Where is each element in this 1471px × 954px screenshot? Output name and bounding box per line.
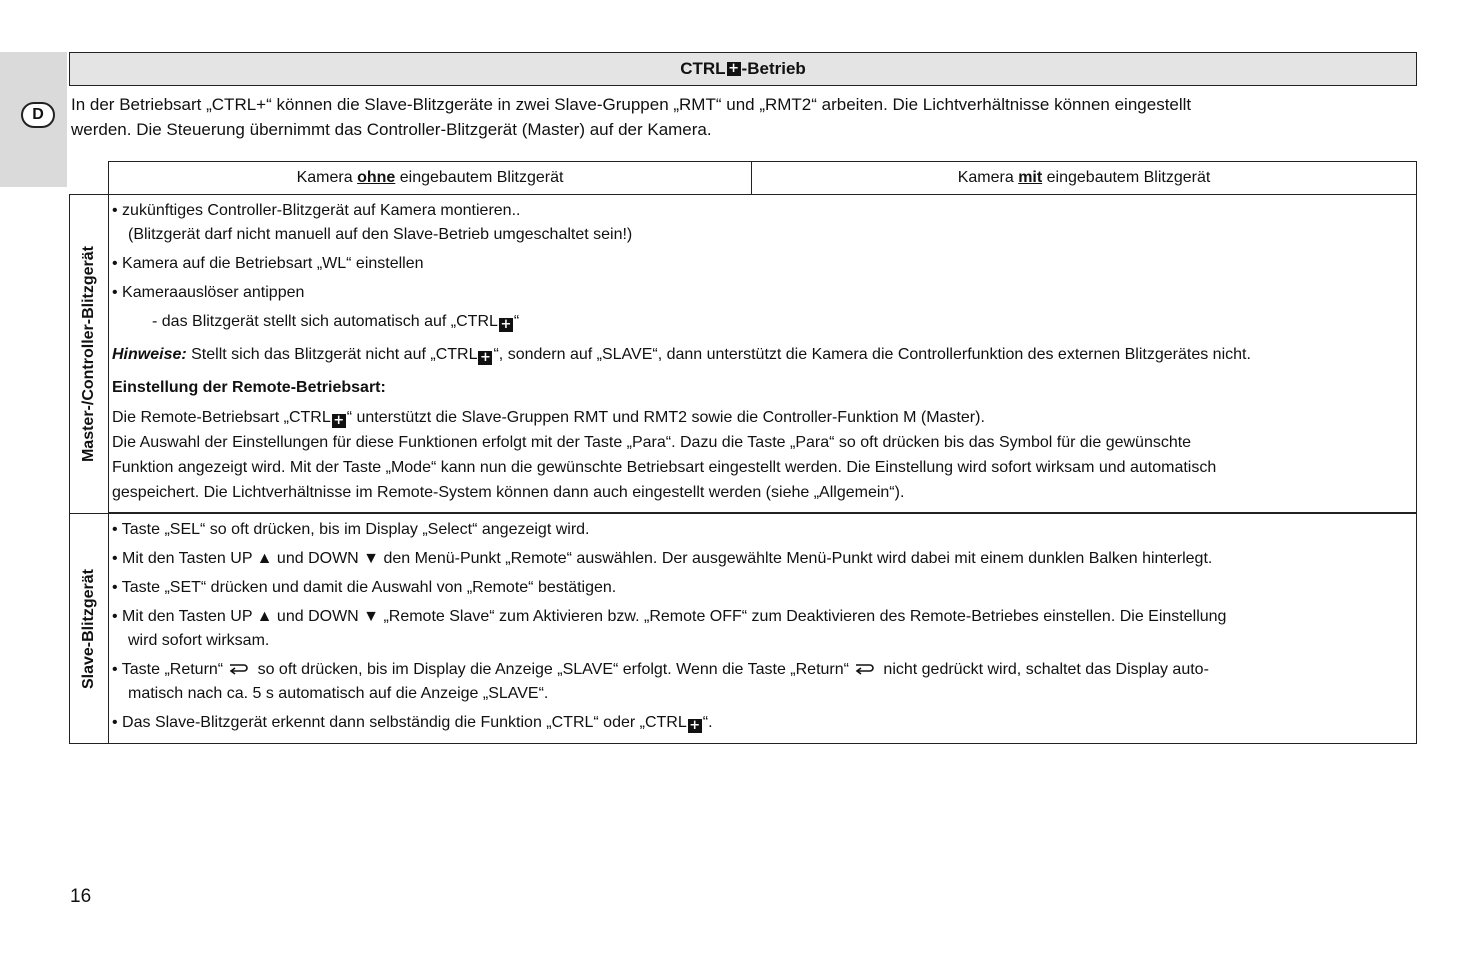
slave-bullet-5-pre: • Taste „Return“ bbox=[112, 661, 224, 678]
remote-para-4: gespeichert. Die Lichtverhältnisse im Remote-System können dann auch eingestellt werden (siehe „Allgemein“). bbox=[112, 484, 905, 501]
master-line-3: • Kamera auf die Betriebsart „WL“ einstellen bbox=[112, 255, 424, 272]
plus-icon: + bbox=[480, 350, 491, 365]
remote-para-1 bbox=[112, 405, 1411, 430]
slave-bullet-5-cont: matisch nach ca. 5 s automatisch auf die Anzeige „SLAVE“. bbox=[128, 685, 549, 702]
master-line-5-post: “ bbox=[513, 313, 520, 330]
master-line-4: • Kameraauslöser antippen bbox=[112, 284, 305, 301]
slave-bullet-4-cont: wird sofort wirksam. bbox=[128, 632, 270, 649]
header-right-post: eingebautem Blitzgerät bbox=[1046, 169, 1211, 186]
table-header-row bbox=[108, 161, 1417, 195]
return-icon bbox=[853, 661, 875, 675]
section-title bbox=[69, 52, 1417, 86]
slave-bullet-5-mid: so oft drücken, bis im Display die Anzeige „SLAVE“ erfolgt. Wenn die Taste „Return“ bbox=[253, 661, 849, 678]
master-line-2: (Blitzgerät darf nicht manuell auf den Slave-Betrieb umgeschaltet sein!) bbox=[128, 226, 633, 243]
header-left-emphasis: ohne bbox=[357, 169, 396, 186]
master-line-5 bbox=[112, 310, 1411, 334]
plus-icon: + bbox=[689, 718, 701, 733]
header-right-emphasis: mit bbox=[1018, 169, 1043, 186]
plus-icon: + bbox=[500, 317, 512, 332]
hint-text-pre: Stellt sich das Blitzgerät nicht auf „CTRL bbox=[186, 346, 478, 363]
return-icon bbox=[227, 661, 249, 675]
slave-section bbox=[108, 513, 1417, 744]
remote-para-3: Funktion angezeigt wird. Mit der Taste „Mode“ kann nun die gewünschte Betriebsart eingestellt werden. Die Einstellung wird sofort wirksam und automatisch bbox=[112, 459, 1217, 476]
slave-bullet-4: • Mit den Tasten UP ▲ und DOWN ▼ „Remote Slave“ zum Aktivieren bzw. „Remote OFF“ zum Deaktivieren des Remote-Betriebes einstellen. Die Einstellung bbox=[112, 608, 1227, 625]
remote-para-1-pre: Die Remote-Betriebsart „CTRL bbox=[112, 409, 331, 426]
header-camera-with-flash bbox=[752, 162, 1416, 194]
page-number: 16 bbox=[70, 886, 92, 907]
title-suffix: -Betrieb bbox=[741, 59, 806, 78]
master-line-5-pre: - das Blitzgerät stellt sich automatisch auf „CTRL bbox=[152, 313, 498, 330]
remote-para-1-post: “ unterstützt die Slave-Gruppen RMT und RMT2 sowie die Controller-Funktion M (Master). bbox=[346, 409, 985, 426]
slave-bullet-3: • Taste „SET“ drücken und damit die Auswahl von „Remote“ bestätigen. bbox=[112, 579, 617, 596]
slave-bullet-1: • Taste „SEL“ so oft drücken, bis im Display „Select“ angezeigt wird. bbox=[112, 521, 590, 538]
title-prefix: CTRL bbox=[680, 59, 726, 78]
remote-para-2: Die Auswahl der Einstellungen für diese Funktionen erfolgt mit der Taste „Para“. Dazu die Taste „Para“ so oft drücken bis das Symbol für die gewünschte bbox=[112, 434, 1192, 451]
hint-label: Hinweise: bbox=[112, 346, 187, 363]
hint-line bbox=[112, 343, 1411, 367]
header-left-pre: Kamera bbox=[296, 169, 353, 186]
header-camera-without-flash bbox=[109, 162, 752, 194]
side-label-slave bbox=[69, 513, 109, 744]
side-label-slave-text: Slave-Blitzgerät bbox=[80, 568, 98, 689]
hint-text-post: “, sondern auf „SLAVE“, dann unterstützt die Kamera die Controllerfunktion des externen Blitzgerätes nicht. bbox=[493, 346, 1251, 363]
side-label-master bbox=[69, 194, 109, 514]
master-section bbox=[108, 194, 1417, 514]
side-label-master-text: Master-/Controller-Blitzgerät bbox=[80, 245, 98, 463]
header-left-post: eingebautem Blitzgerät bbox=[399, 169, 564, 186]
intro-line-1: In der Betriebsart „CTRL+“ können die Slave-Blitzgeräte in zwei Slave-Gruppen „RMT“ und „RMT2“ arbeiten. Die Lichtverhältnisse können eingestellt bbox=[71, 95, 1192, 114]
intro-line-2: werden. Die Steuerung übernimmt das Controller-Blitzgerät (Master) auf der Kamera. bbox=[71, 120, 712, 139]
intro-paragraph bbox=[71, 92, 1417, 142]
plus-icon: + bbox=[728, 61, 739, 76]
slave-bullet-2: • Mit den Tasten UP ▲ und DOWN ▼ den Menü-Punkt „Remote“ auswählen. Der ausgewählte Menü-Punkt wird dabei mit einem dunklen Balken hinterlegt. bbox=[112, 550, 1213, 567]
slave-bullet-6-post: “. bbox=[702, 714, 713, 731]
language-badge: D bbox=[21, 102, 55, 128]
remote-mode-heading: Einstellung der Remote-Betriebsart: bbox=[112, 379, 386, 396]
slave-bullet-6-pre: • Das Slave-Blitzgerät erkennt dann selbständig die Funktion „CTRL“ oder „CTRL bbox=[112, 714, 687, 731]
slave-bullet-5-post: nicht gedrückt wird, schaltet das Display auto- bbox=[878, 661, 1209, 678]
plus-icon: + bbox=[333, 413, 345, 428]
slave-bullet-5 bbox=[112, 658, 1411, 682]
slave-bullet-6 bbox=[112, 711, 1411, 735]
header-right-pre: Kamera bbox=[957, 169, 1014, 186]
master-line-1: • zukünftiges Controller-Blitzgerät auf Kamera montieren.. bbox=[112, 202, 521, 219]
